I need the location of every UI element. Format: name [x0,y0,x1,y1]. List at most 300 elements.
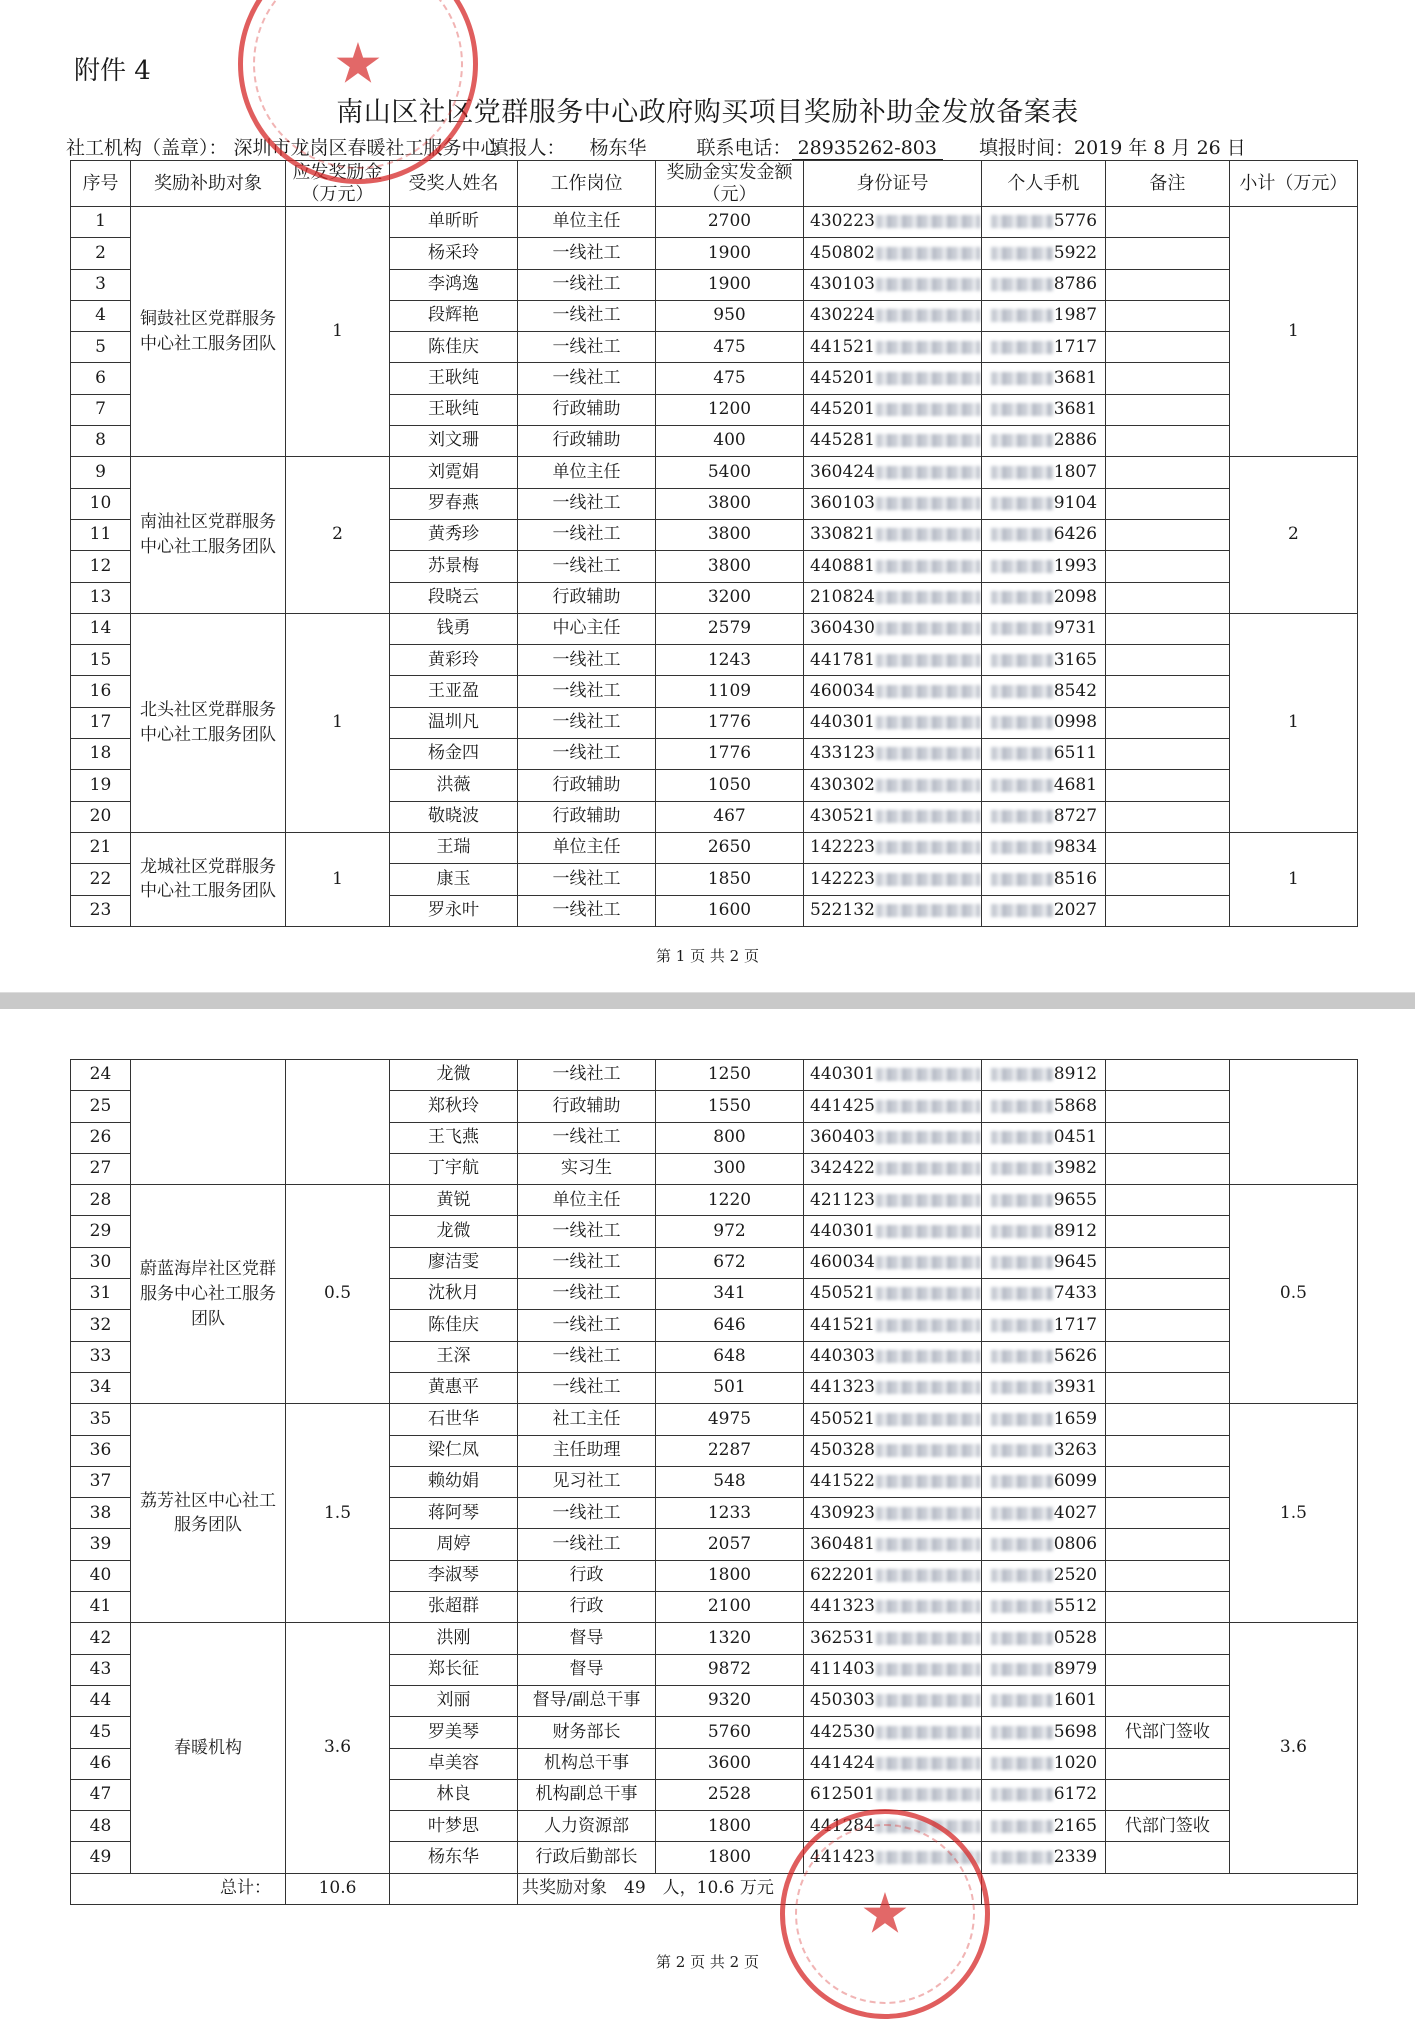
id-number-prefix: 445201 [810,367,875,388]
phone-suffix: 2165 [1053,1815,1098,1836]
subtotal-cell: 1 [1229,613,1357,832]
redacted-blur [991,810,1053,823]
remark-cell [1105,1623,1229,1654]
redacted-blur [876,779,980,792]
job-post: 一线社工 [518,1216,656,1247]
row-number: 26 [71,1122,131,1153]
id-number-cell [804,895,982,926]
id-number-prefix: 441521 [810,336,875,357]
remark-cell [1105,1529,1229,1560]
redacted-blur [876,215,980,228]
row-number: 46 [71,1748,131,1779]
id-number-prefix: 450303 [810,1690,875,1711]
id-number-prefix: 460034 [810,1252,875,1273]
phone-cell [981,1310,1105,1341]
redacted-blur [991,716,1053,729]
remark-cell [1105,300,1229,331]
recipient-name: 黄锐 [390,1185,518,1216]
job-post: 一线社工 [518,551,656,582]
row-number: 22 [71,864,131,895]
phone-suffix: 8912 [1053,1064,1098,1085]
job-post: 行政辅助 [518,426,656,457]
paid-amount: 1220 [656,1185,804,1216]
phone-suffix: 2520 [1053,1565,1098,1586]
job-post: 一线社工 [518,332,656,363]
phone-cell [981,739,1105,770]
id-number-prefix: 342422 [810,1158,875,1179]
paid-amount: 475 [656,363,804,394]
id-number-prefix: 441521 [810,1314,875,1335]
id-number-cell [804,1247,982,1278]
phone-suffix: 9731 [1053,618,1098,639]
phone-cell [981,1216,1105,1247]
subtotal-cell: 1.5 [1229,1404,1357,1623]
remark-cell [1105,1247,1229,1278]
award-amount-cell: 3.6 [286,1623,390,1873]
phone-suffix: 1993 [1053,555,1098,576]
redacted-blur [991,1820,1053,1833]
paid-amount: 1243 [656,645,804,676]
award-amount-cell: 1 [286,613,390,832]
redacted-blur [991,560,1053,573]
total-summary: 共奖励对象 49 人，10.6 万元 [518,1873,982,1904]
row-number: 25 [71,1091,131,1122]
redacted-blur [876,1381,980,1394]
total-empty [981,1873,1357,1904]
redacted-blur [876,1131,980,1144]
id-number-cell [804,1060,982,1091]
phone-suffix: 1717 [1053,336,1098,357]
phone-suffix: 2098 [1053,586,1098,607]
phone-cell [981,1779,1105,1810]
phone-cell [981,394,1105,425]
phone-cell [981,895,1105,926]
phone-cell [981,1498,1105,1529]
id-number-prefix: 442530 [810,1721,875,1742]
id-number-prefix: 421123 [810,1189,875,1210]
id-number-cell [804,1466,982,1497]
redacted-blur [991,1663,1053,1676]
redacted-blur [876,1600,980,1613]
phone-cell [981,582,1105,613]
phone-cell [981,300,1105,331]
redacted-blur [991,1726,1053,1739]
id-number-prefix: 450802 [810,242,875,263]
row-number: 42 [71,1623,131,1654]
column-header: 个人手机 [981,161,1105,207]
phone-suffix: 3931 [1053,1377,1098,1398]
recipient-name: 洪刚 [390,1623,518,1654]
id-number-cell [804,1685,982,1716]
redacted-blur [876,1256,980,1269]
redacted-blur [876,1319,980,1332]
row-number: 18 [71,739,131,770]
table-row [71,1623,1358,1654]
table-row [71,207,1358,238]
recipient-name: 钱勇 [390,613,518,644]
phone-suffix: 9655 [1053,1189,1098,1210]
id-number-prefix: 430923 [810,1502,875,1523]
row-number: 32 [71,1310,131,1341]
phone-cell [981,832,1105,863]
remark-cell [1105,1122,1229,1153]
phone-suffix: 5868 [1053,1095,1098,1116]
id-number-cell [804,801,982,832]
row-number: 24 [71,1060,131,1091]
remark-cell [1105,519,1229,550]
table-row [71,1404,1358,1435]
recipient-name: 刘丽 [390,1685,518,1716]
phone-cell [981,1592,1105,1623]
remark-cell [1105,864,1229,895]
phone-cell [981,519,1105,550]
phone-suffix: 5512 [1053,1596,1098,1617]
phone-suffix: 8727 [1053,806,1098,827]
redacted-blur [876,716,980,729]
phone-cell [981,1623,1105,1654]
id-number-cell [804,488,982,519]
redacted-blur [876,873,980,886]
paid-amount: 3800 [656,488,804,519]
redacted-blur [876,403,980,416]
redacted-blur [876,685,980,698]
phone-value: 28935262-803 [792,137,943,160]
phone-suffix: 6511 [1053,743,1098,764]
phone-cell [981,332,1105,363]
recipient-name: 郑长征 [390,1654,518,1685]
job-post: 一线社工 [518,1341,656,1372]
phone-suffix: 8912 [1053,1220,1098,1241]
recipient-name: 黄惠平 [390,1372,518,1403]
redacted-blur [991,591,1053,604]
row-number: 8 [71,426,131,457]
phone-cell [981,488,1105,519]
job-post: 单位主任 [518,457,656,488]
phone-suffix: 8786 [1053,273,1098,294]
paid-amount: 1200 [656,394,804,425]
redacted-blur [876,560,980,573]
document-page-1 [0,0,1415,993]
official-seal-stamp: ★ [238,0,478,184]
paid-amount: 1050 [656,770,804,801]
remark-cell [1105,1404,1229,1435]
id-number-cell [804,551,982,582]
redacted-blur [876,1569,980,1582]
redacted-blur [991,1381,1053,1394]
id-number-cell [804,1717,982,1748]
redacted-blur [876,528,980,541]
total-row [71,1873,1358,1904]
row-number: 6 [71,363,131,394]
phone-cell [981,1153,1105,1184]
redacted-blur [876,278,980,291]
id-number-cell [804,238,982,269]
recipient-name: 梁仁凤 [390,1435,518,1466]
paid-amount: 1600 [656,895,804,926]
phone-suffix: 0806 [1053,1533,1098,1554]
id-number-cell [804,363,982,394]
job-post: 督导 [518,1623,656,1654]
paid-amount: 1800 [656,1811,804,1842]
redacted-blur [991,1788,1053,1801]
id-number-prefix: 430224 [810,305,875,326]
id-number-prefix: 522132 [810,899,875,920]
job-post: 一线社工 [518,300,656,331]
table-row [71,457,1358,488]
id-number-prefix: 440303 [810,1346,875,1367]
redacted-blur [991,622,1053,635]
redacted-blur [876,654,980,667]
remark-cell: 代部门签收 [1105,1811,1229,1842]
phone-suffix: 3165 [1053,649,1098,670]
recipient-name: 李淑琴 [390,1560,518,1591]
phone-suffix: 3982 [1053,1158,1098,1179]
redacted-blur [991,841,1053,854]
recipient-name: 温圳凡 [390,707,518,738]
phone-suffix: 3681 [1053,399,1098,420]
phone-suffix: 1807 [1053,461,1098,482]
redacted-blur [876,1538,980,1551]
id-number-cell [804,1779,982,1810]
table-row [71,613,1358,644]
job-post: 行政辅助 [518,801,656,832]
id-number-cell [804,864,982,895]
id-number-prefix: 360103 [810,493,875,514]
id-number-cell [804,1153,982,1184]
redacted-blur [991,654,1053,667]
phone-cell [981,676,1105,707]
phone-cell [981,426,1105,457]
paid-amount: 3800 [656,551,804,582]
remark-cell [1105,488,1229,519]
paid-amount: 2650 [656,832,804,863]
job-post: 一线社工 [518,363,656,394]
row-number: 45 [71,1717,131,1748]
id-number-prefix: 433123 [810,743,875,764]
recipient-name: 蒋阿琴 [390,1498,518,1529]
phone-cell [981,1404,1105,1435]
id-number-prefix: 330821 [810,524,875,545]
id-number-cell [804,457,982,488]
phone-suffix: 8516 [1053,868,1098,889]
id-number-cell [804,1623,982,1654]
recipient-name: 沈秋月 [390,1279,518,1310]
redacted-blur [991,466,1053,479]
redacted-blur [991,904,1053,917]
job-post: 一线社工 [518,1247,656,1278]
total-empty [390,1873,518,1904]
id-number-cell [804,207,982,238]
paid-amount: 3600 [656,1748,804,1779]
redacted-blur [876,1632,980,1645]
phone-cell [981,1060,1105,1091]
row-number: 34 [71,1372,131,1403]
subtotal-cell [1229,1060,1357,1185]
row-number: 7 [71,394,131,425]
id-number-prefix: 441522 [810,1471,875,1492]
job-post: 中心主任 [518,613,656,644]
redacted-blur [991,278,1053,291]
recipient-name: 张超群 [390,1592,518,1623]
form-meta [66,133,1346,161]
id-number-cell [804,300,982,331]
job-post: 行政辅助 [518,1091,656,1122]
job-post: 行政 [518,1560,656,1591]
redacted-blur [991,215,1053,228]
paid-amount: 1109 [656,676,804,707]
job-post: 一线社工 [518,1279,656,1310]
row-number: 16 [71,676,131,707]
redacted-blur [876,1413,980,1426]
subtotal-cell: 0.5 [1229,1185,1357,1404]
redacted-blur [991,1100,1053,1113]
phone-cell [981,1748,1105,1779]
job-post: 实习生 [518,1153,656,1184]
job-post: 督导/副总干事 [518,1685,656,1716]
paid-amount: 501 [656,1372,804,1403]
award-amount-cell: 2 [286,457,390,613]
recipient-name: 王耿纯 [390,363,518,394]
id-number-cell [804,1748,982,1779]
redacted-blur [876,1287,980,1300]
id-number-cell [804,269,982,300]
redacted-blur [991,1225,1053,1238]
job-post: 一线社工 [518,1310,656,1341]
phone-suffix: 5922 [1053,242,1098,263]
redacted-blur [876,1694,980,1707]
recipient-name: 杨金四 [390,739,518,770]
id-number-cell [804,1811,982,1842]
recipient-name: 康玉 [390,864,518,895]
row-number: 29 [71,1216,131,1247]
id-number-cell [804,1560,982,1591]
redacted-blur [876,1225,980,1238]
page-footer-2: 第 2 页 共 2 页 [656,1953,759,1971]
subtotal-cell: 1 [1229,832,1357,926]
redacted-blur [876,622,980,635]
redacted-blur [991,1194,1053,1207]
row-number: 27 [71,1153,131,1184]
award-amount-cell [286,1060,390,1185]
paid-amount: 1900 [656,238,804,269]
phone-suffix: 1987 [1053,305,1098,326]
recipient-name: 叶梦思 [390,1811,518,1842]
id-number-prefix: 440301 [810,712,875,733]
recipient-name: 王瑞 [390,832,518,863]
table-header-row [71,161,1358,207]
redacted-blur [876,309,980,322]
row-number: 4 [71,300,131,331]
redacted-blur [991,497,1053,510]
paid-amount: 300 [656,1153,804,1184]
phone-suffix: 1717 [1053,1314,1098,1335]
id-number-prefix: 142223 [810,868,875,889]
id-number-prefix: 440301 [810,1220,875,1241]
recipient-name: 李鸿逸 [390,269,518,300]
redacted-blur [991,309,1053,322]
paid-amount: 2528 [656,1779,804,1810]
redacted-blur [876,247,980,260]
award-amount-cell: 1 [286,832,390,926]
recipient-name: 卓美容 [390,1748,518,1779]
phone-cell [981,864,1105,895]
remark-cell [1105,1372,1229,1403]
redacted-blur [876,1194,980,1207]
remark-cell [1105,895,1229,926]
redacted-blur [876,1820,980,1833]
phone-suffix: 2027 [1053,899,1098,920]
recipient-name: 洪薇 [390,770,518,801]
column-header: 奖励金实发金额（元） [656,161,804,207]
id-number-cell [804,519,982,550]
remark-cell [1105,707,1229,738]
phone-suffix: 1659 [1053,1408,1098,1429]
redacted-blur [876,497,980,510]
phone-suffix: 1601 [1053,1690,1098,1711]
remark-cell [1105,551,1229,582]
filler-label: 填报人： [489,137,566,159]
phone-cell [981,1717,1105,1748]
paid-amount: 1233 [656,1498,804,1529]
job-post: 一线社工 [518,519,656,550]
remark-cell [1105,1842,1229,1873]
paid-amount: 2287 [656,1435,804,1466]
remark-cell [1105,207,1229,238]
redacted-blur [876,1100,980,1113]
job-post: 一线社工 [518,1372,656,1403]
job-post: 一线社工 [518,1498,656,1529]
paid-amount: 3200 [656,582,804,613]
redacted-blur [991,1444,1053,1457]
total-label: 总计： [71,1873,286,1904]
row-number: 33 [71,1341,131,1372]
id-number-prefix: 210824 [810,586,875,607]
row-number: 41 [71,1592,131,1623]
id-number-prefix: 441425 [810,1095,875,1116]
phone-suffix: 5698 [1053,1721,1098,1742]
official-seal-stamp-2: ★ [780,1809,990,2019]
remark-cell [1105,1310,1229,1341]
paid-amount: 9872 [656,1654,804,1685]
id-number-prefix: 360403 [810,1126,875,1147]
job-post: 一线社工 [518,1122,656,1153]
id-number-cell [804,707,982,738]
date-label: 填报时间： [978,137,1074,159]
id-number-prefix: 445281 [810,430,875,451]
phone-cell [981,707,1105,738]
phone-cell [981,1842,1105,1873]
redacted-blur [991,685,1053,698]
remark-cell [1105,770,1229,801]
row-number: 11 [71,519,131,550]
remark-cell [1105,1779,1229,1810]
row-number: 48 [71,1811,131,1842]
row-number: 20 [71,801,131,832]
subtotal-cell: 2 [1229,457,1357,613]
award-target-cell [131,1060,286,1185]
remark-cell [1105,1279,1229,1310]
paid-amount: 341 [656,1279,804,1310]
paid-amount: 1900 [656,269,804,300]
paid-amount: 1776 [656,739,804,770]
phone-suffix: 0998 [1053,712,1098,733]
recipient-name: 郑秋玲 [390,1091,518,1122]
remark-cell [1105,426,1229,457]
remark-cell [1105,1341,1229,1372]
remark-cell [1105,676,1229,707]
id-number-cell [804,1341,982,1372]
id-number-prefix: 360424 [810,461,875,482]
